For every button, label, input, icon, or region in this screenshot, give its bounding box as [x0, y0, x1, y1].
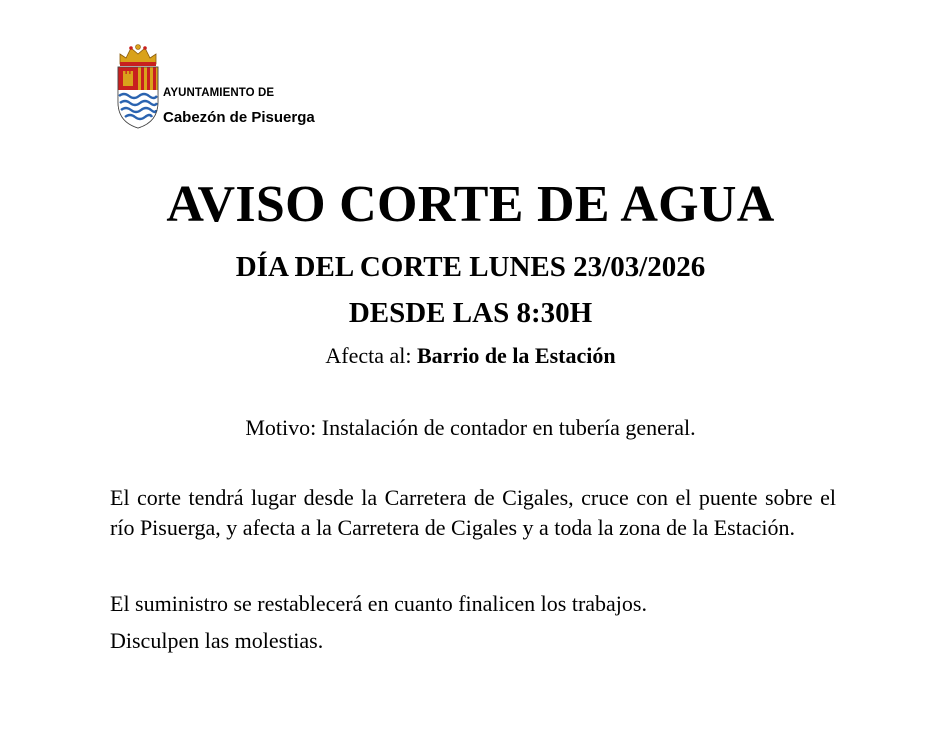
org-name-line1: AYUNTAMIENTO DE: [163, 87, 275, 99]
affected-area-line: [0, 342, 941, 370]
coat-of-arms-icon: [114, 42, 162, 130]
notice-title: AVISO CORTE DE AGUA: [166, 176, 775, 233]
details-paragraph: El corte tendrá lugar desde la Carretera de Cigales, cruce con el puente sobre el río Pisuerga, y afecta a la Carretera de Cigales y a toda la zona de la Estación.: [110, 485, 836, 540]
org-name-line2: Cabezón de Pisuerga: [163, 109, 315, 126]
restoration-paragraph: El suministro se restablecerá en cuanto finalicen los trabajos.: [110, 591, 647, 616]
apology-paragraph: Disculpen las molestias.: [110, 628, 324, 653]
cut-day-line: DÍA DEL CORTE LUNES 23/03/2026: [235, 251, 706, 283]
reason-line: Motivo: Instalación de contador en tubería general.: [245, 415, 696, 440]
affects-value: Barrio de la Estación: [417, 343, 616, 368]
cut-time-line: DESDE LAS 8:30H: [348, 297, 593, 329]
affects-label: Afecta al:: [325, 343, 412, 368]
municipality-header: [114, 42, 374, 132]
